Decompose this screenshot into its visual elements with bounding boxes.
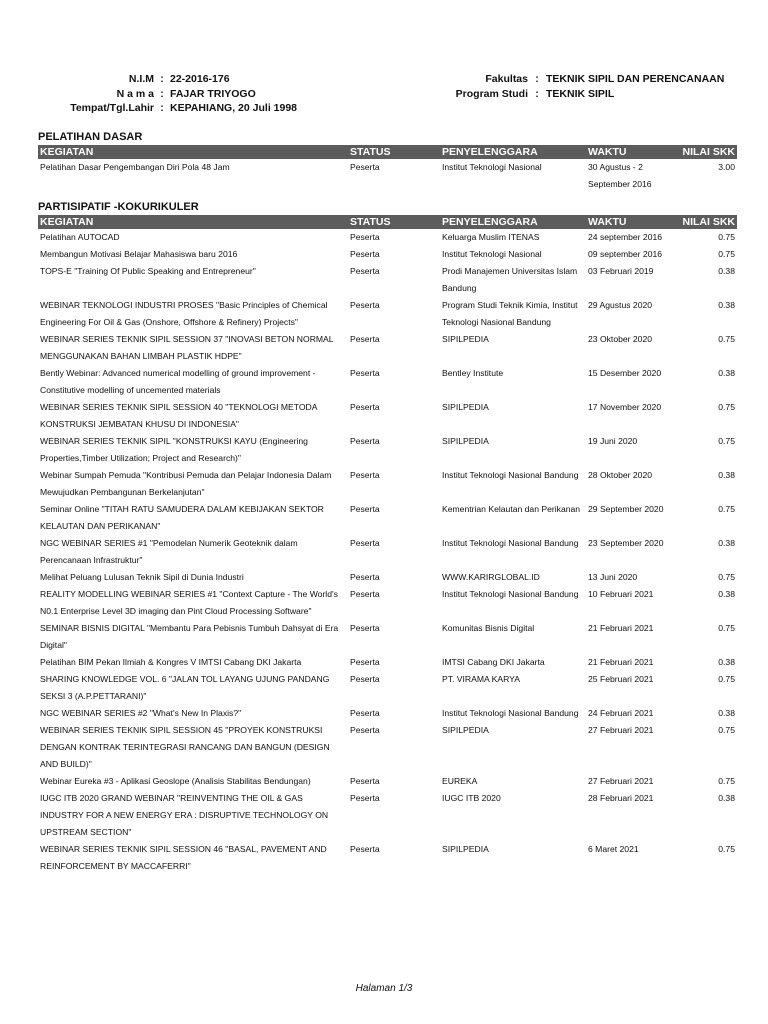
table-row (38, 569, 737, 586)
cell-nilai-skk: 0.38 (718, 708, 735, 718)
cell-waktu: 21 Februari 2021 (588, 657, 654, 667)
cell-nilai-skk: 0.38 (718, 300, 735, 310)
name-value: FAJAR TRIYOGO (170, 87, 256, 100)
cell-status: Peserta (350, 844, 380, 854)
cell-penyelenggara: Institut Teknologi Nasional Bandung (442, 538, 579, 548)
cell-waktu: 29 Agustus 2020 (588, 300, 653, 310)
cell-status: Peserta (350, 708, 380, 718)
cell-status: Peserta (350, 504, 380, 514)
faculty-row (448, 72, 724, 87)
col-waktu: WAKTU (586, 215, 675, 229)
section-pelatihan-dasar (38, 130, 737, 193)
cell-kegiatan: Pelatihan BIM Pekan Ilmiah & Kongres V IMTSI Cabang DKI Jakarta (40, 657, 302, 667)
cell-status: Peserta (350, 232, 380, 242)
student-identity (40, 72, 297, 116)
cell-waktu: 23 September 2020 (588, 538, 664, 548)
cell-nilai-skk: 0.38 (718, 793, 735, 803)
cell-status: Peserta (350, 300, 380, 310)
name-row (40, 87, 297, 102)
cell-kegiatan: Pelatihan AUTOCAD (40, 232, 120, 242)
birth-row (40, 101, 297, 116)
cell-kegiatan: IUGC ITB 2020 GRAND WEBINAR "REINVENTING THE OIL & GAS INDUSTRY FOR A NEW ENERGY ERA : DISRUPTIVE TECHNOLOGY ON UPSTREAM SECTION" (40, 793, 329, 837)
cell-penyelenggara: Institut Teknologi Nasional (442, 162, 542, 172)
col-nilai-skk: NILAI SKK (675, 145, 737, 159)
cell-kegiatan: WEBINAR SERIES TEKNIK SIPIL SESSION 37 "INOVASI BETON NORMAL MENGGUNAKAN BAHAN LIMBAH PLASTIK HDPE" (40, 334, 334, 361)
table-body (38, 159, 737, 193)
cell-penyelenggara: IUGC ITB 2020 (442, 793, 501, 803)
table-row (38, 297, 737, 331)
cell-kegiatan: NGC WEBINAR SERIES #2 "What's New In Plaxis?" (40, 708, 242, 718)
cell-nilai-skk: 0.38 (718, 538, 735, 548)
cell-penyelenggara: Institut Teknologi Nasional Bandung (442, 470, 579, 480)
table-row (38, 773, 737, 790)
cell-status: Peserta (350, 657, 380, 667)
cell-status: Peserta (350, 162, 380, 172)
cell-waktu: 24 Februari 2021 (588, 708, 654, 718)
table-body (38, 229, 737, 875)
table-row (38, 433, 737, 467)
table-row (38, 501, 737, 535)
cell-status: Peserta (350, 368, 380, 378)
cell-nilai-skk: 0.75 (718, 844, 735, 854)
cell-penyelenggara: SIPILPEDIA (442, 844, 489, 854)
cell-status: Peserta (350, 589, 380, 599)
cell-penyelenggara: Institut Teknologi Nasional Bandung (442, 708, 579, 718)
program-value: TEKNIK SIPIL (546, 87, 615, 100)
cell-penyelenggara: Institut Teknologi Nasional (442, 249, 542, 259)
separator: : (160, 102, 164, 114)
cell-waktu: 25 Februari 2021 (588, 674, 654, 684)
cell-nilai-skk: 3.00 (718, 162, 735, 172)
birth-value: KEPAHIANG, 20 Juli 1998 (170, 102, 298, 114)
cell-penyelenggara: Institut Teknologi Nasional Bandung (442, 589, 579, 599)
table-row (38, 467, 737, 501)
separator: : (160, 73, 164, 85)
cell-status: Peserta (350, 538, 380, 548)
cell-kegiatan: WEBINAR TEKNOLOGI INDUSTRI PROSES "Basic Principles of Chemical Engineering For Oil & Gas (Onshore, Offshore & Refinery) Projects" (40, 300, 328, 327)
birth-label: Tempat/Tgl.Lahir (70, 102, 154, 114)
cell-kegiatan: Melihat Peluang Lulusan Teknik Sipil di Dunia Industri (40, 572, 244, 582)
cell-nilai-skk: 0.75 (718, 402, 735, 412)
cell-penyelenggara: Program Studi Teknik Kimia, Institut Teknologi Nasional Bandung (442, 300, 578, 327)
table-row (38, 229, 737, 246)
page-number: Halaman 1/3 (355, 983, 413, 994)
table-row (38, 263, 737, 297)
cell-waktu: 30 Agustus - 2 September 2016 (588, 162, 652, 189)
separator: : (160, 87, 164, 100)
name-label: N a m a (116, 87, 154, 100)
cell-kegiatan: WEBINAR SERIES TEKNIK SIPIL SESSION 46 "BASAL, PAVEMENT AND REINFORCEMENT BY MACCAFERRI" (40, 844, 327, 871)
col-status: STATUS (348, 145, 440, 159)
cell-nilai-skk: 0.38 (718, 589, 735, 599)
cell-waktu: 28 Oktober 2020 (588, 470, 653, 480)
cell-nilai-skk: 0.75 (718, 504, 735, 514)
cell-kegiatan: SEMINAR BISNIS DIGITAL "Membantu Para Pebisnis Tumbuh Dahsyat di Era Digital" (40, 623, 339, 650)
table-row (38, 159, 737, 193)
cell-nilai-skk: 0.75 (718, 334, 735, 344)
cell-kegiatan: WEBINAR SERIES TEKNIK SIPIL SESSION 45 "PROYEK KONSTRUKSI DENGAN KONTRAK TERINTEGRASI RANCANG DAN BANGUN (DESIGN AND BUILD)" (40, 725, 330, 769)
nim-label: N.I.M (128, 73, 154, 85)
table-header (38, 215, 737, 229)
cell-status: Peserta (350, 623, 380, 633)
cell-kegiatan: Pelatihan Dasar Pengembangan Diri Pola 48 Jam (40, 162, 230, 172)
cell-waktu: 19 Juni 2020 (588, 436, 638, 446)
separator: : (535, 87, 539, 100)
table-header (38, 145, 737, 159)
section-partisipatif-kokurikuler (38, 200, 737, 875)
cell-waktu: 03 Februari 2019 (588, 266, 654, 276)
table-row (38, 535, 737, 569)
section-title: PELATIHAN DASAR (38, 131, 143, 143)
cell-nilai-skk: 0.75 (718, 776, 735, 786)
cell-waktu: 15 Desember 2020 (588, 368, 662, 378)
col-waktu: WAKTU (586, 145, 675, 159)
cell-penyelenggara: WWW.KARIRGLOBAL.ID (442, 572, 540, 582)
cell-penyelenggara: Komunitas Bisnis Digital (442, 623, 535, 633)
program-row (448, 87, 724, 102)
cell-waktu: 24 september 2016 (588, 232, 663, 242)
col-kegiatan: KEGIATAN (38, 215, 348, 229)
cell-kegiatan: Membangun Motivasi Belajar Mahasiswa baru 2016 (40, 249, 238, 259)
cell-status: Peserta (350, 266, 380, 276)
cell-penyelenggara: IMTSI Cabang DKI Jakarta (442, 657, 545, 667)
program-label: Program Studi (455, 87, 528, 100)
cell-nilai-skk: 0.75 (718, 249, 735, 259)
cell-kegiatan: Webinar Sumpah Pemuda "Kontribusi Pemuda dan Pelajar Indonesia Dalam Mewujudkan Pembangunan Berkelanjutan" (40, 470, 332, 497)
table-row (38, 331, 737, 365)
cell-kegiatan: WEBINAR SERIES TEKNIK SIPIL SESSION 40 "TEKNOLOGI METODA KONSTRUKSI JEMBATAN KHUSU DI INDONESIA" (40, 402, 318, 429)
cell-nilai-skk: 0.75 (718, 674, 735, 684)
table-row (38, 246, 737, 263)
table-row (38, 654, 737, 671)
cell-kegiatan: SHARING KNOWLEDGE VOL. 6 "JALAN TOL LAYANG UJUNG PANDANG SEKSI 3 (A.P.PETTARANI)" (40, 674, 330, 701)
cell-kegiatan: WEBINAR SERIES TEKNIK SIPIL "KONSTRUKSI KAYU (Engineering Properties,Timber Utilization; Project and Research)" (40, 436, 308, 463)
cell-status: Peserta (350, 249, 380, 259)
table-row (38, 722, 737, 773)
table-row (38, 399, 737, 433)
cell-penyelenggara: SIPILPEDIA (442, 402, 489, 412)
cell-kegiatan: Webinar Eureka #3 - Aplikasi Geoslope (Analisis Stabilitas Bendungan) (40, 776, 311, 786)
table-row (38, 790, 737, 841)
cell-penyelenggara: SIPILPEDIA (442, 334, 489, 344)
cell-waktu: 6 Maret 2021 (588, 844, 639, 854)
cell-waktu: 13 Juni 2020 (588, 572, 638, 582)
cell-status: Peserta (350, 334, 380, 344)
cell-waktu: 21 Februari 2021 (588, 623, 654, 633)
cell-penyelenggara: Bentley Institute (442, 368, 504, 378)
activity-table (38, 215, 737, 875)
cell-status: Peserta (350, 674, 380, 684)
cell-waktu: 28 Februari 2021 (588, 793, 654, 803)
cell-kegiatan: REALITY MODELLING WEBINAR SERIES #1 "Context Capture - The World's N0.1 Enterprise Level 3D imaging dan Pint Cloud Processing Software" (40, 589, 338, 616)
cell-kegiatan: TOPS-E "Training Of Public Speaking and Entrepreneur" (40, 266, 256, 276)
nim-value: 22-2016-176 (170, 73, 230, 85)
table-row (38, 841, 737, 875)
cell-waktu: 27 Februari 2021 (588, 725, 654, 735)
cell-penyelenggara: SIPILPEDIA (442, 436, 489, 446)
faculty-label: Fakultas (485, 73, 528, 85)
cell-status: Peserta (350, 402, 380, 412)
col-penyelenggara: PENYELENGGARA (440, 215, 586, 229)
cell-status: Peserta (350, 776, 380, 786)
table-row (38, 671, 737, 705)
faculty-value: TEKNIK SIPIL DAN PERENCANAAN (546, 73, 725, 85)
cell-nilai-skk: 0.75 (718, 623, 735, 633)
cell-nilai-skk: 0.38 (718, 657, 735, 667)
cell-penyelenggara: Kementrian Kelautan dan Perikanan (442, 504, 581, 514)
table-row (38, 620, 737, 654)
nim-row (40, 72, 297, 87)
cell-waktu: 23 Oktober 2020 (588, 334, 653, 344)
col-penyelenggara: PENYELENGGARA (440, 145, 586, 159)
cell-penyelenggara: Keluarga Muslim ITENAS (442, 232, 540, 242)
cell-status: Peserta (350, 725, 380, 735)
faculty-info (448, 72, 724, 101)
cell-status: Peserta (350, 793, 380, 803)
cell-nilai-skk: 0.75 (718, 232, 735, 242)
cell-penyelenggara: EUREKA (442, 776, 478, 786)
cell-kegiatan: Bently Webinar: Advanced numerical modelling of ground improvement - Constitutive modelling of uncemented materials (40, 368, 316, 395)
table-row (38, 705, 737, 722)
cell-nilai-skk: 0.38 (718, 470, 735, 480)
cell-nilai-skk: 0.75 (718, 436, 735, 446)
cell-kegiatan: Seminar Online "TITAH RATU SAMUDERA DALAM KEBIJAKAN SEKTOR KELAUTAN DAN PERIKANAN" (40, 504, 324, 531)
cell-nilai-skk: 0.38 (718, 368, 735, 378)
cell-kegiatan: NGC WEBINAR SERIES #1 "Pemodelan Numerik Geoteknik dalam Perencanaan Infrastruktur" (40, 538, 298, 565)
cell-status: Peserta (350, 436, 380, 446)
cell-status: Peserta (350, 572, 380, 582)
table-row (38, 365, 737, 399)
cell-status: Peserta (350, 470, 380, 480)
cell-nilai-skk: 0.75 (718, 725, 735, 735)
cell-penyelenggara: Prodi Manajemen Universitas Islam Bandung (442, 266, 578, 293)
table-row (38, 586, 737, 620)
cell-nilai-skk: 0.75 (718, 572, 735, 582)
col-status: STATUS (348, 215, 440, 229)
activity-table (38, 145, 737, 193)
col-nilai-skk: NILAI SKK (675, 215, 737, 229)
cell-waktu: 27 Februari 2021 (588, 776, 654, 786)
cell-penyelenggara: SIPILPEDIA (442, 725, 489, 735)
separator: : (535, 73, 539, 85)
cell-waktu: 10 Februari 2021 (588, 589, 654, 599)
col-kegiatan: KEGIATAN (38, 145, 348, 159)
cell-waktu: 29 September 2020 (588, 504, 664, 514)
cell-waktu: 17 November 2020 (588, 402, 662, 412)
section-title: PARTISIPATIF -KOKURIKULER (38, 201, 199, 213)
cell-nilai-skk: 0.38 (718, 266, 735, 276)
cell-waktu: 09 september 2016 (588, 249, 663, 259)
cell-penyelenggara: PT. VIRAMA KARYA (442, 674, 521, 684)
